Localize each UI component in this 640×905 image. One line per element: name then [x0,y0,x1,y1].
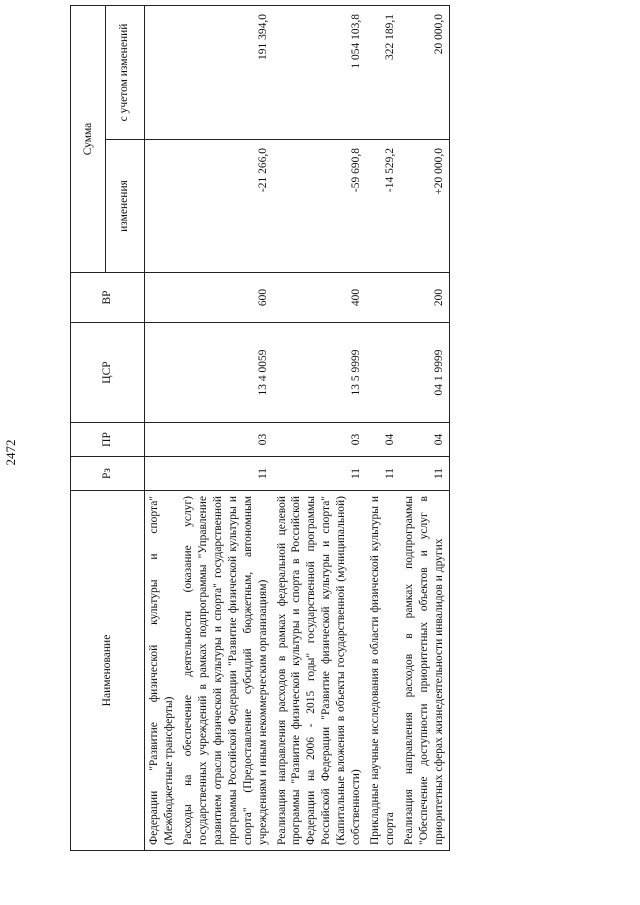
row-name: Расходы на обеспечение деятельности (оказание услуг) государственных учреждений в рамках подпрограммы "Управление развитием отрасли физической культуры и спорта" государственной программы Российской Федерации "Развитие физической культуры и спорта" (Предоставление субсидий бюджетным, автономным учреждениям и иным некоммерческим организациям) [179,491,273,851]
row-pr: 03 [273,423,367,457]
row-csr [366,323,400,423]
table-row [366,5,400,850]
row-name: Реализация направления расходов в рамках федеральной целевой программы "Развитие физической культуры и спорта в Российской Федерации на 2006 - 2015 годы" государственной программы Российской Федерации "Развитие физической культуры и спорта" (Капитальные вложения в объекты государственной (муниципальной) собственности) [273,491,367,851]
header-pr: ПР [71,423,145,457]
row-csr: 13 5 9999 [273,323,367,423]
table-row [273,5,367,850]
header-csr: ЦСР [71,323,145,423]
header-change: изменения [106,140,145,273]
row-change: +20 000,0 [400,140,449,273]
row-total: 1 054 103,8 [273,5,367,139]
row-csr [145,323,179,423]
row-pr: 03 [179,423,273,457]
row-rz: 11 [179,457,273,491]
row-name: Федерации "Развитие физической культуры и спорта" (Межбюджетные трансферты) [145,491,179,851]
row-vr [145,273,179,323]
row-pr [145,423,179,457]
row-total: 322 189,1 [366,5,400,139]
row-total: 191 394,0 [179,5,273,139]
row-change: -21 266,0 [179,140,273,273]
row-vr: 200 [400,273,449,323]
row-pr: 04 [366,423,400,457]
row-name: Прикладные научные исследования в области физической культуры и спорта [366,491,400,851]
row-change [145,140,179,273]
row-vr [366,273,400,323]
row-change: -14 529,2 [366,140,400,273]
row-name: Реализация направления расходов в рамках подпрограммы "Обеспечение доступности приоритетных объектов и услуг в приоритетных сферах жизнедеятельности инвалидов и других [400,491,449,851]
row-total: 20 000,0 [400,5,449,139]
row-vr: 600 [179,273,273,323]
row-rz: 11 [366,457,400,491]
header-name: Наименование [71,491,145,851]
budget-table [70,5,450,851]
row-csr: 04 1 9999 [400,323,449,423]
page-number: 2472 [3,439,18,466]
row-change: -59 690,8 [273,140,367,273]
header-vr: ВР [71,273,145,323]
table-row [179,5,273,850]
row-rz [145,457,179,491]
row-rz: 11 [400,457,449,491]
header-row [71,5,106,850]
row-total [145,5,179,139]
row-csr: 13 4 0059 [179,323,273,423]
header-rz: Рз [71,457,145,491]
row-vr: 400 [273,273,367,323]
table-row [145,5,179,850]
table-row [400,5,449,850]
header-with-change: с учетом изменений [106,5,145,139]
row-pr: 04 [400,423,449,457]
row-rz: 11 [273,457,367,491]
header-sum: Сумма [71,5,106,272]
